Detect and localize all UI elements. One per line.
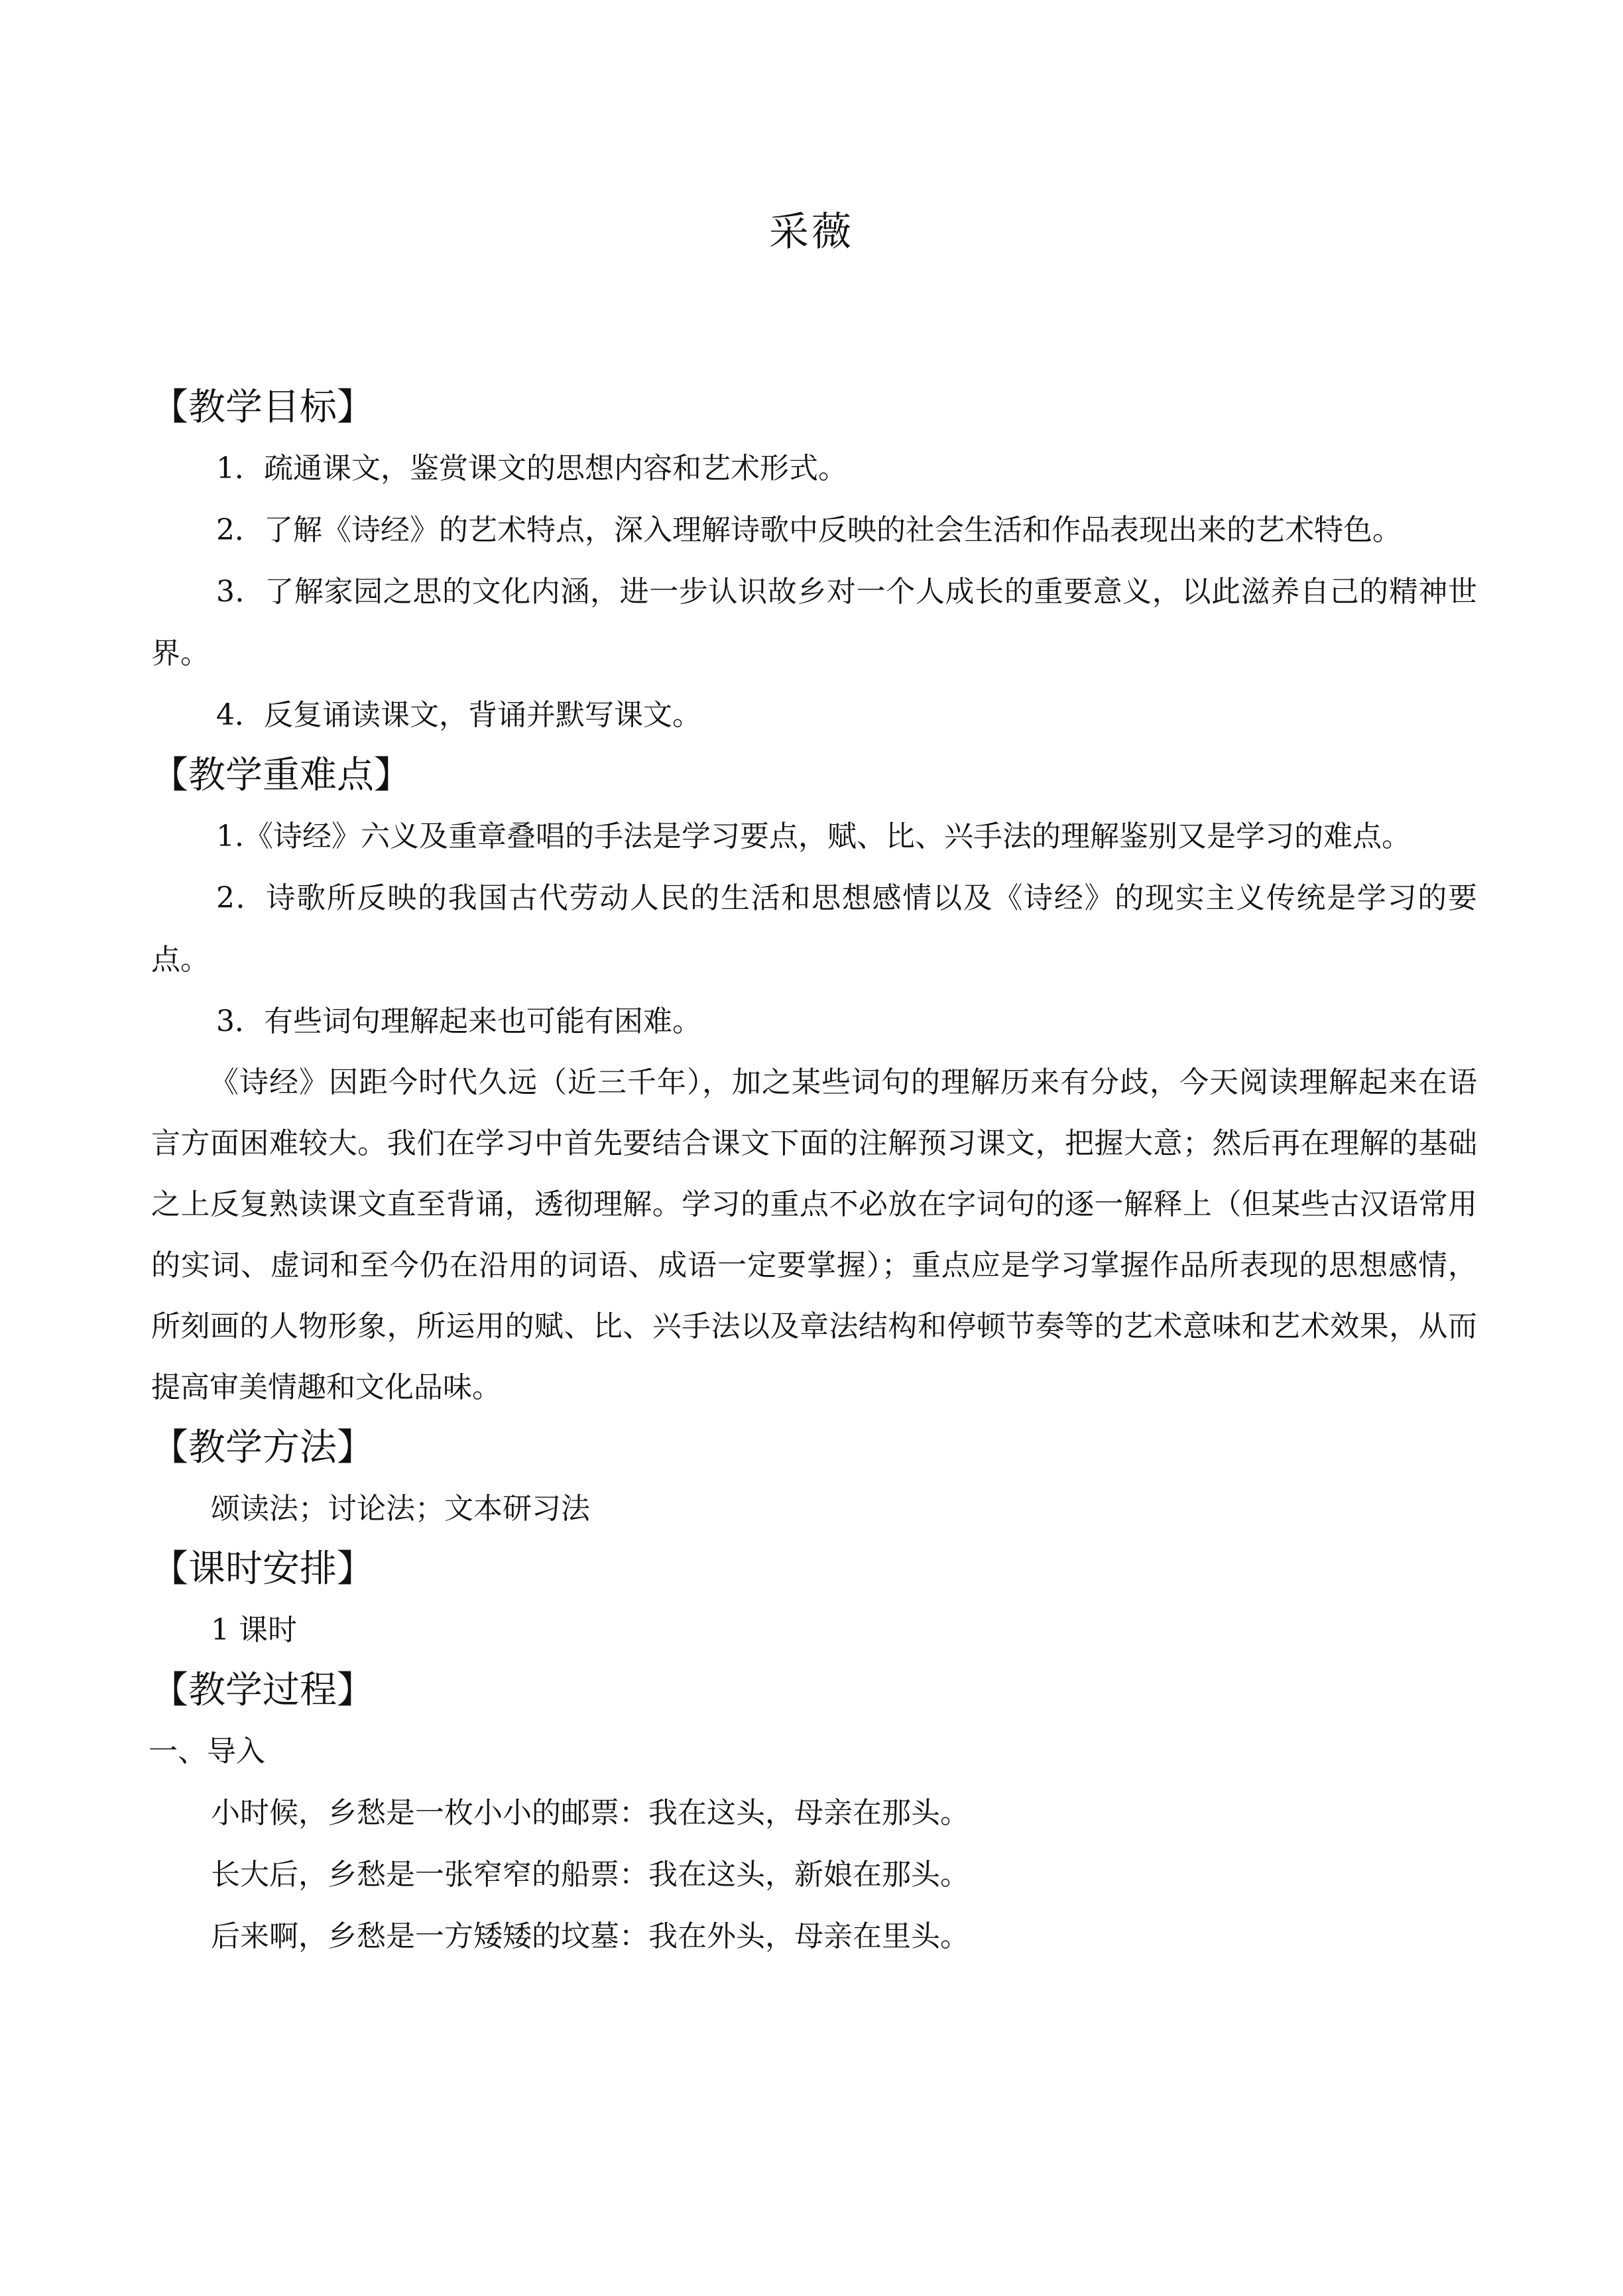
objective-item: 4．反复诵读课文，背诵并默写课文。 <box>216 698 701 732</box>
objective-item: 2．了解《诗经》的艺术特点，深入理解诗歌中反映的社会生活和作品表现出来的艺术特色。 <box>216 513 1402 547</box>
objective-item: 3．了解家园之思的文化内涵，进一步认识故乡对一个人成长的重要意义，以此滋养自己的精神世界。 <box>151 575 1477 670</box>
section-heading-methods: 【教学方法】 <box>151 1426 374 1469</box>
intro-poem-line: 后来啊，乡愁是一方矮矮的坟墓：我在外头，母亲在里头。 <box>211 1919 969 1953</box>
section-heading-objectives: 【教学目标】 <box>151 386 374 429</box>
objective-item: 1．疏通课文，鉴赏课文的思想内容和艺术形式。 <box>216 452 847 485</box>
document-body <box>151 378 1477 1967</box>
key-point-item: 1.《诗经》六义及重章叠唱的手法是学习要点，赋、比、兴手法的理解鉴别又是学习的难点。 <box>216 819 1411 853</box>
schedule-text: 1 课时 <box>211 1613 297 1647</box>
key-point-item: 3．有些词句理解起来也可能有困难。 <box>216 1004 701 1038</box>
section-heading-schedule: 【课时安排】 <box>151 1547 374 1591</box>
key-point-paragraph: 《诗经》因距今时代久远（近三千年），加之某些词句的理解历来有分歧，今天阅读理解起来在语言方面困难较大。我们在学习中首先要结合课文下面的注解预习课文，把握大意；然后再在理解的基础之上反复熟读课文直至背诵，透彻理解。学习的重点不必放在字词句的逐一解释上（但某些古汉语常用的实词、虚词和至今仍在沿用的词语、成语一定要掌握）；重点应是学习掌握作品所表现的思想感情，所刻画的人物形象，所运用的赋、比、兴手法以及章法结构和停顿节奏等的艺术意味和艺术效果，从而提高审美情趣和文化品味。 <box>151 1065 1477 1404</box>
process-subheading: 一、导入 <box>149 1734 265 1768</box>
intro-poem-line: 小时候，乡愁是一枚小小的邮票：我在这头，母亲在那头。 <box>211 1796 969 1830</box>
section-heading-process: 【教学过程】 <box>151 1669 374 1712</box>
document-title: 采薇 <box>769 209 854 255</box>
intro-poem-line: 长大后，乡愁是一张窄窄的船票：我在这头，新娘在那头。 <box>211 1858 969 1892</box>
methods-text: 颂读法；讨论法；文本研习法 <box>211 1492 590 1526</box>
key-point-item: 2．诗歌所反映的我国古代劳动人民的生活和思想感情以及《诗经》的现实主义传统是学习的要点。 <box>151 881 1477 977</box>
section-heading-key-points: 【教学重难点】 <box>151 754 411 797</box>
